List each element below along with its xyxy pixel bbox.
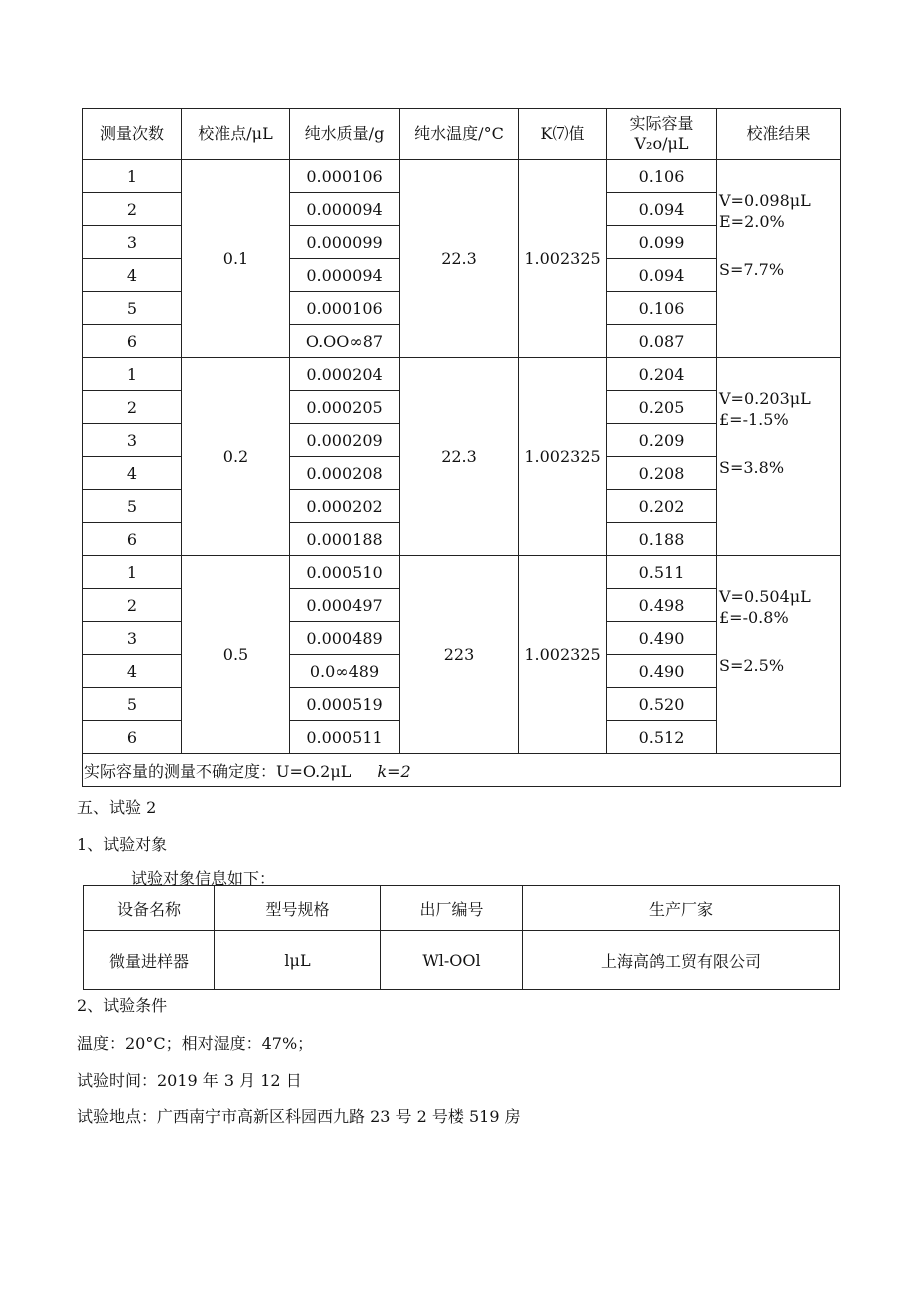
- header-point: 校准点/μL: [182, 109, 290, 160]
- water-temperature: 223: [400, 556, 519, 754]
- conditions-text: 温度：20°C；相对湿度：47%；: [77, 1034, 314, 1053]
- header-volume: [607, 109, 717, 160]
- actual-volume: 0.208: [607, 457, 717, 490]
- measure-index: 1: [83, 358, 182, 391]
- actual-volume: 0.106: [607, 160, 717, 193]
- water-mass: 0.000205: [290, 391, 400, 424]
- object-data-row: [84, 931, 840, 990]
- calibration-point: 0.1: [182, 160, 290, 358]
- object-name: 微量进样器: [84, 931, 215, 990]
- result-v: V=0.203μL: [719, 389, 811, 408]
- sub1-title: 1、试验对象: [77, 835, 168, 854]
- actual-volume: 0.202: [607, 490, 717, 523]
- object-header-row: [84, 886, 840, 931]
- water-mass: O.OO∞87: [290, 325, 400, 358]
- measure-index: 2: [83, 193, 182, 226]
- actual-volume: 0.490: [607, 622, 717, 655]
- result-e: £=-1.5%: [719, 410, 789, 429]
- calibration-body: [83, 160, 841, 754]
- measure-index: 3: [83, 622, 182, 655]
- water-mass: 0.000202: [290, 490, 400, 523]
- sub2-title: 2、试验条件: [77, 996, 168, 1015]
- result-s: S=3.8%: [719, 458, 785, 477]
- k-value: 1.002325: [519, 556, 607, 754]
- water-mass: 0.000511: [290, 721, 400, 754]
- k-value: 1.002325: [519, 160, 607, 358]
- actual-volume: 0.087: [607, 325, 717, 358]
- measure-index: 2: [83, 589, 182, 622]
- calibration-result: [717, 556, 841, 754]
- table-row: [83, 556, 841, 589]
- calibration-result: [717, 358, 841, 556]
- measure-index: 5: [83, 688, 182, 721]
- header-volume-line2: V₂o/μL: [634, 134, 689, 153]
- measure-index: 4: [83, 259, 182, 292]
- actual-volume: 0.520: [607, 688, 717, 721]
- actual-volume: 0.205: [607, 391, 717, 424]
- measure-index: 4: [83, 655, 182, 688]
- object-intro: 试验对象信息如下：: [131, 869, 276, 888]
- water-mass: 0.0∞489: [290, 655, 400, 688]
- calibration-point: 0.5: [182, 556, 290, 754]
- header-k: K⑺值: [519, 109, 607, 160]
- coverage-factor: k=2: [377, 761, 411, 781]
- water-mass: 0.000094: [290, 193, 400, 226]
- calibration-table: [82, 108, 841, 787]
- actual-volume: 0.209: [607, 424, 717, 457]
- object-table: [83, 885, 840, 990]
- water-mass: 0.000204: [290, 358, 400, 391]
- k-value: 1.002325: [519, 358, 607, 556]
- water-mass: 0.000209: [290, 424, 400, 457]
- water-mass: 0.000106: [290, 160, 400, 193]
- actual-volume: 0.511: [607, 556, 717, 589]
- header-volume-line1: 实际容量: [629, 114, 694, 133]
- object-serial: Wl-OOl: [381, 931, 523, 990]
- water-mass: 0.000519: [290, 688, 400, 721]
- test-time: 试验时间：2019 年 3 月 12 日: [77, 1071, 302, 1090]
- actual-volume: 0.094: [607, 193, 717, 226]
- result-s: S=2.5%: [719, 656, 785, 675]
- table-row: [83, 160, 841, 193]
- water-mass: 0.000094: [290, 259, 400, 292]
- header-mass: 纯水质量/g: [290, 109, 400, 160]
- result-v: V=0.504μL: [719, 587, 811, 606]
- measure-index: 1: [83, 556, 182, 589]
- object-header-name: 设备名称: [84, 886, 215, 931]
- measure-index: 6: [83, 523, 182, 556]
- water-mass: 0.000106: [290, 292, 400, 325]
- object-maker: 上海高鸽工贸有限公司: [523, 931, 840, 990]
- test-place: 试验地点：广西南宁市高新区科园西九路 23 号 2 号楼 519 房: [77, 1107, 521, 1126]
- section5-title: 五、试验 2: [77, 798, 157, 817]
- water-mass: 0.000188: [290, 523, 400, 556]
- uncertainty-row: [83, 754, 841, 787]
- result-e: E=2.0%: [719, 212, 785, 231]
- header-temp: 纯水温度/°C: [400, 109, 519, 160]
- result-s: S=7.7%: [719, 260, 785, 279]
- actual-volume: 0.106: [607, 292, 717, 325]
- measure-index: 6: [83, 325, 182, 358]
- water-mass: 0.000489: [290, 622, 400, 655]
- measure-index: 5: [83, 292, 182, 325]
- water-temperature: 22.3: [400, 358, 519, 556]
- water-mass: 0.000510: [290, 556, 400, 589]
- water-mass: 0.000099: [290, 226, 400, 259]
- uncertainty-text: 实际容量的测量不确定度：U=O.2μL: [84, 761, 352, 781]
- water-temperature: 22.3: [400, 160, 519, 358]
- measure-index: 6: [83, 721, 182, 754]
- actual-volume: 0.498: [607, 589, 717, 622]
- measure-index: 4: [83, 457, 182, 490]
- object-header-maker: 生产厂家: [523, 886, 840, 931]
- actual-volume: 0.204: [607, 358, 717, 391]
- measure-index: 3: [83, 424, 182, 457]
- header-result: 校准结果: [717, 109, 841, 160]
- actual-volume: 0.490: [607, 655, 717, 688]
- actual-volume: 0.094: [607, 259, 717, 292]
- object-model: lμL: [215, 931, 381, 990]
- measure-index: 5: [83, 490, 182, 523]
- calibration-header-row: [83, 109, 841, 160]
- measure-index: 1: [83, 160, 182, 193]
- water-mass: 0.000497: [290, 589, 400, 622]
- actual-volume: 0.512: [607, 721, 717, 754]
- calibration-point: 0.2: [182, 358, 290, 556]
- object-header-serial: 出厂编号: [381, 886, 523, 931]
- water-mass: 0.000208: [290, 457, 400, 490]
- header-count: 测量次数: [83, 109, 182, 160]
- object-header-model: 型号规格: [215, 886, 381, 931]
- actual-volume: 0.188: [607, 523, 717, 556]
- result-e: £=-0.8%: [719, 608, 789, 627]
- table-row: [83, 358, 841, 391]
- result-v: V=0.098μL: [719, 191, 811, 210]
- measure-index: 2: [83, 391, 182, 424]
- calibration-result: [717, 160, 841, 358]
- actual-volume: 0.099: [607, 226, 717, 259]
- uncertainty-cell: [83, 754, 841, 787]
- measure-index: 3: [83, 226, 182, 259]
